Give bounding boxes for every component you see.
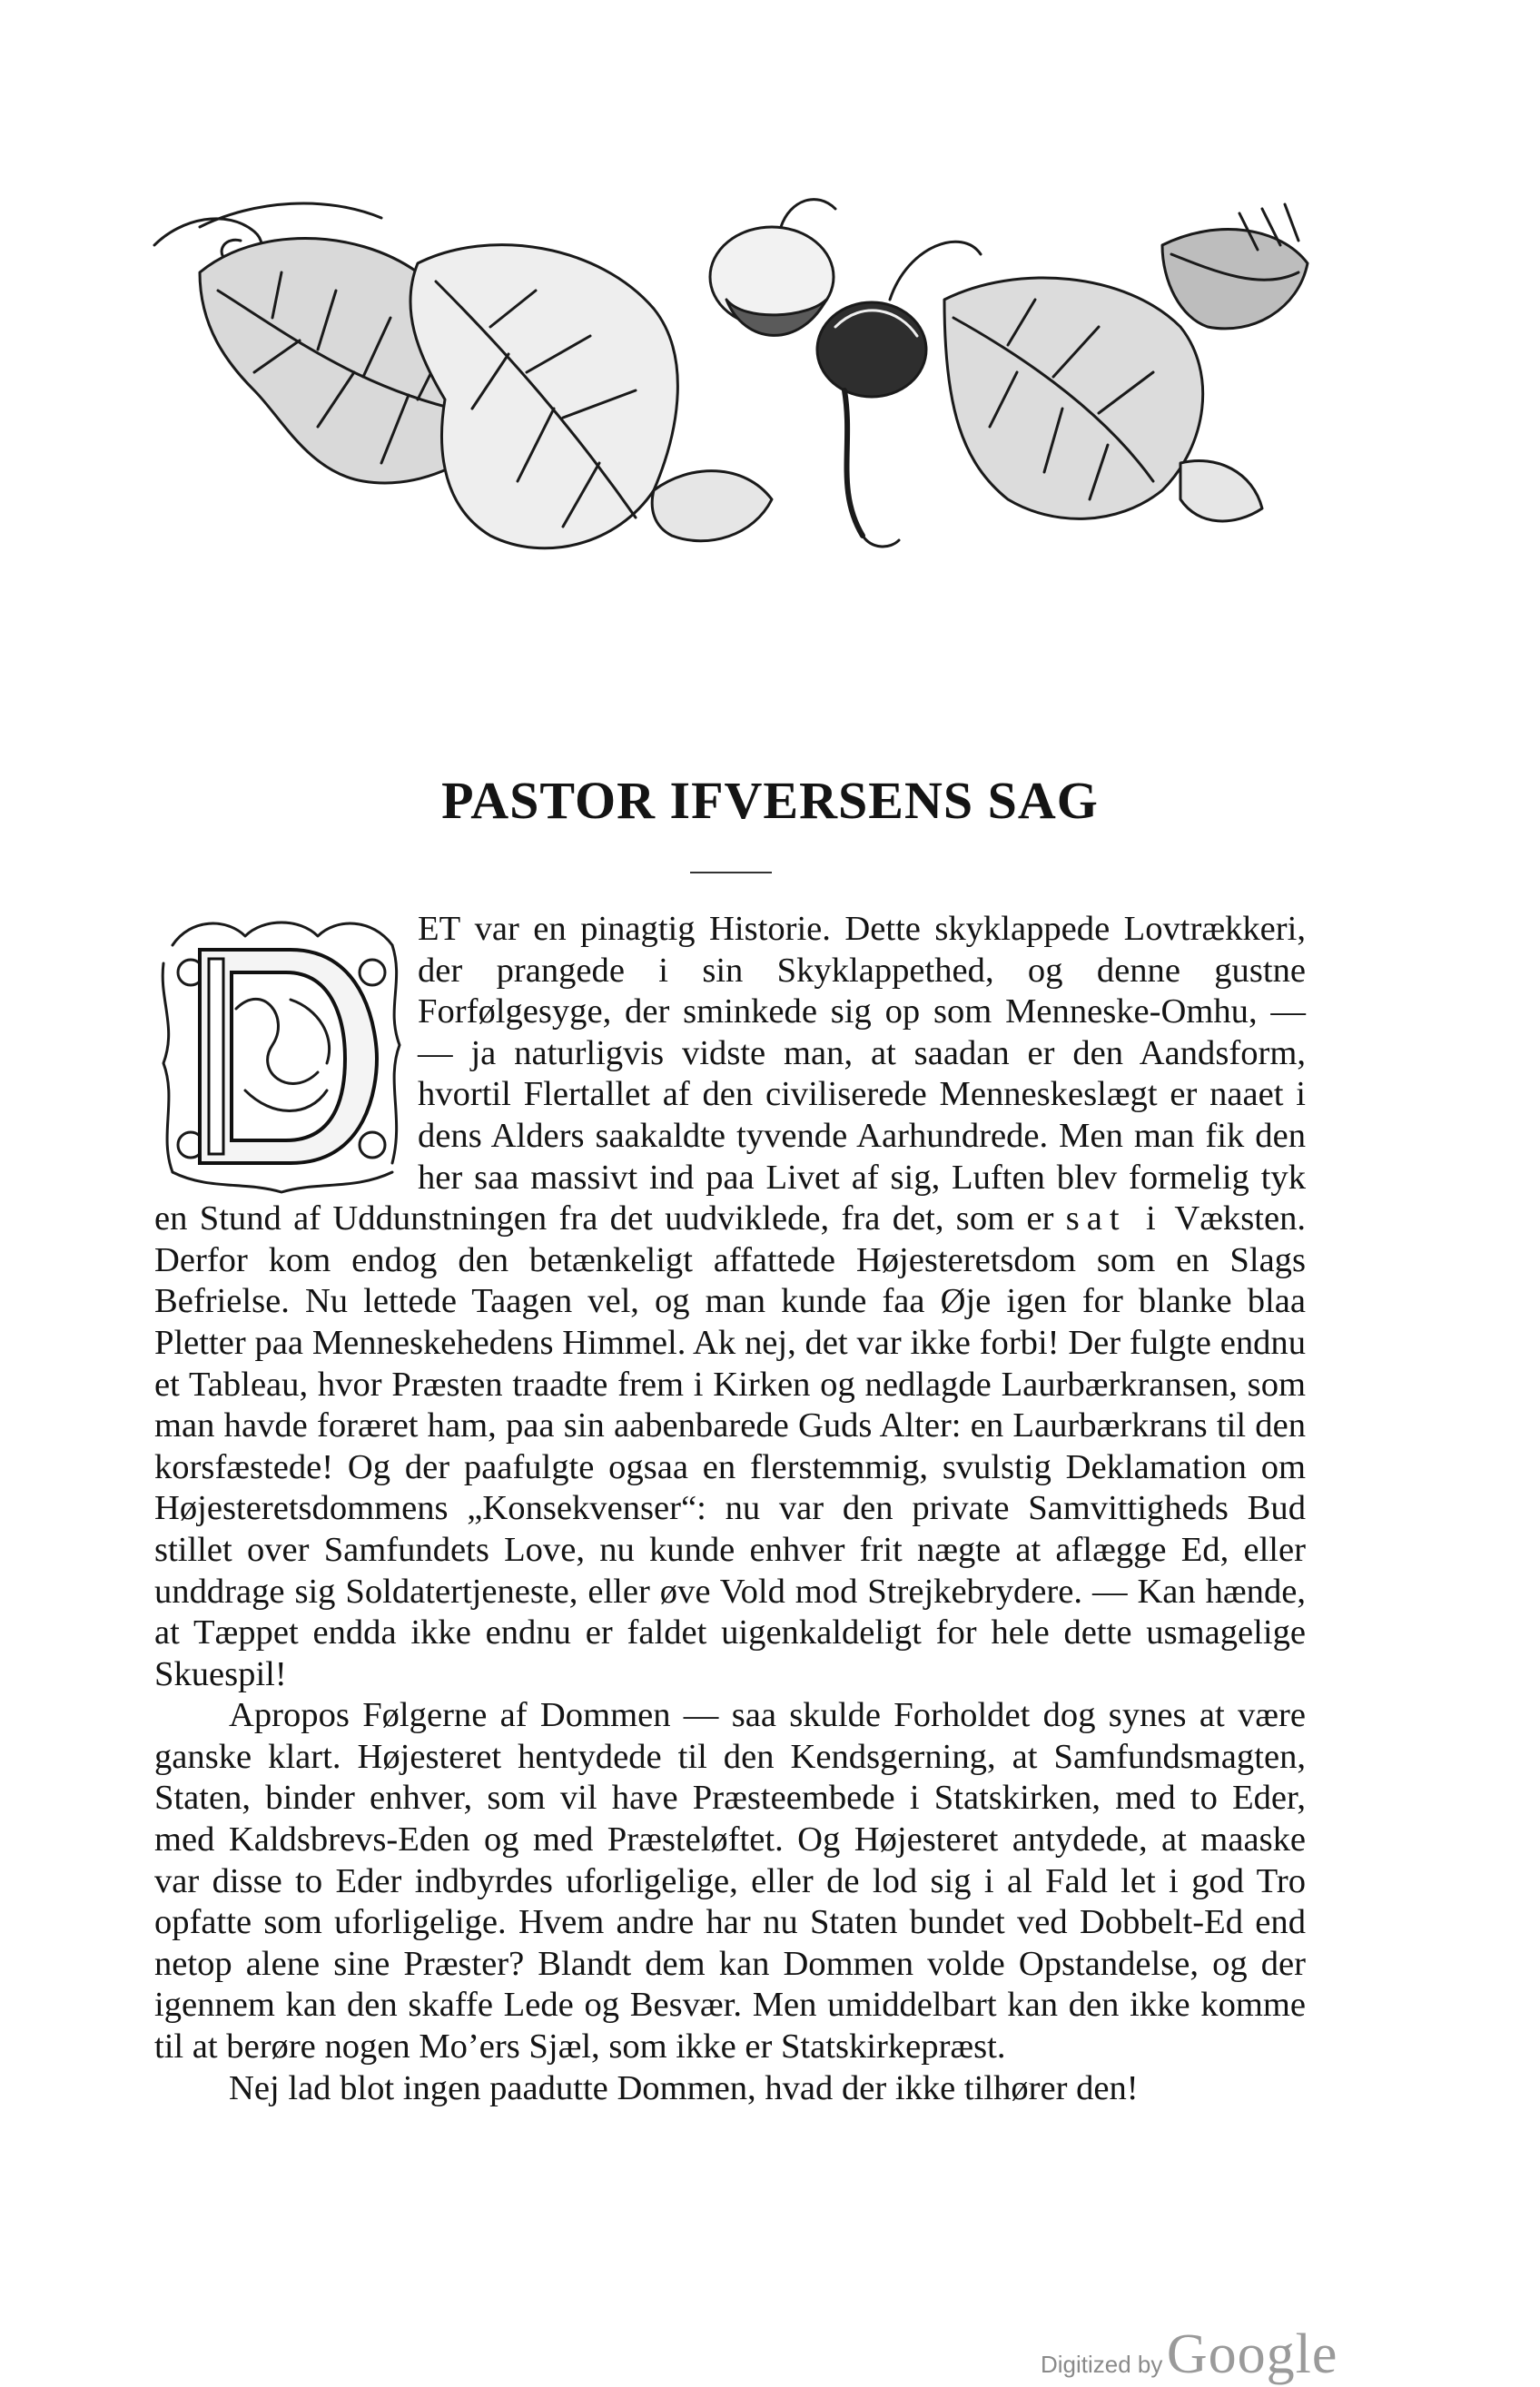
ornamental-initial-d <box>154 909 410 1198</box>
watermark-brand: Google <box>1166 2323 1338 2385</box>
paragraph-1-part-2: Væksten. Derfor kom endog den betænkeligt affattede Højesteretsdom som en Slags Befrielse. Nu lettede Taagen vel, og man kunde faa Øje igen for blanke blaa Pletter paa Menneskehedens Himmel. Ak nej, det var ikke forbi! Der fulgte endnu et Tableau, hvor Præsten traadte frem i Kirken og nedlagde Laurbærkransen, som man havde foræret ham, paa sin aabenbarede Guds Alter: en Laurbærkrans til den korsfæstede! Og der paafulgte ogsaa en flerstemmig, svulstig Deklamation om Højesteretsdommens „Konsekvenser“: nu var den private Samvittigheds Bud stillet over Samfundets Love, nu kunde enhver frit nægte at aflægge Ed, eller unddrage sig Soldatertjeneste, eller øve Vold mod Strejkebrydere. — Kan hænde, at Tæppet endda ikke endnu er faldet uigenkaldeligt for hele dette usmagelige Skuespil! <box>154 1199 1306 1693</box>
paragraph-2: Apropos Følgerne af Dommen — saa skulde Forholdet dog synes at være ganske klart. Højesteret hentydede til den Kendsgerning, at Samfundsmagten, Staten, binder enhver, som vil have Præsteembede i Statskirken, med to Eder, med Kaldsbrevs-Eden og med Præsteløftet. Og Højesteret antydede, at maaske var disse to Eder indbyrdes uforligelige, eller de lod sig i al Fald let i god Tro opfatte som uforligelige. Hvem andre har nu Staten bundet ved Dobbelt-Ed end netop alene sine Præster? Blandt dem kan Dommen volde Opstandelse, og der igennem kan den skaffe Lede og Besvær. Men umiddelbart kan den ikke komme til at berøre nogen Mo’ers Sjæl, som ikke er Statskirkepræst. <box>154 1696 1306 2066</box>
first-word-rest: ET <box>418 910 461 948</box>
body-text <box>154 909 1306 2109</box>
watermark-prefix: Digitized by <box>1041 2351 1163 2378</box>
chapter-title: PASTOR IFVERSENS SAG <box>441 771 1099 830</box>
paragraph-3: Nej lad blot ingen paadutte Dommen, hvad der ikke tilhører den! <box>229 2068 1139 2107</box>
title-rule <box>690 872 772 873</box>
paragraph-1-part-1: var en pinagtig Historie. Dette skyklappede Lovtrækkeri, der prangede i sin Skyklappethed, og denne gustne Forfølgesyge, der sminkede sig op som Menneske-Omhu, — — ja naturligvis vidste man, at saadan er den Aandsform, hvortil Flertallet af den civiliserede Menneskeslægt er naaet i dens Alders saakaldte tyvende Aarhundrede. Men man fik den her saa massivt ind paa Livet af sig, Luften blev formelig tyk en Stund af Uddunstningen fra det uudviklede, fra det, som er <box>154 910 1306 1238</box>
spaced-emphasis: sat i <box>1065 1199 1163 1238</box>
oak-leaf-headpiece-ornament <box>145 191 1317 572</box>
digitized-watermark <box>1041 2323 1338 2387</box>
